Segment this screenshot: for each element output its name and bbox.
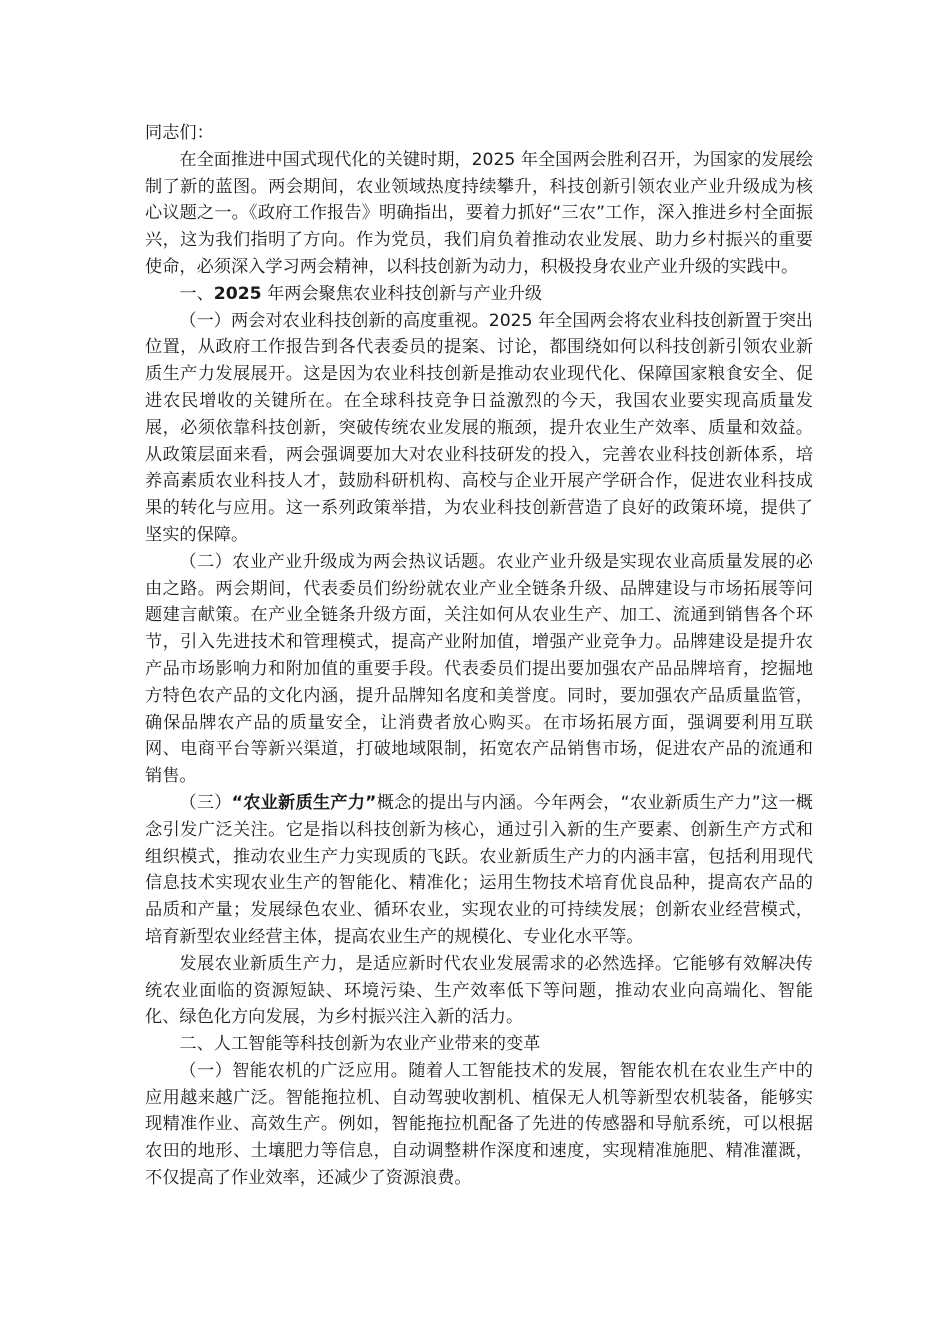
- section1-paragraph-1: （一）两会对农业科技创新的高度重视。2025 年全国两会将农业科技创新置于突出位置，从政府工作报告到各代表委员的提案、讨论，都围绕如何以科技创新引领农业新质生产力发展展开。这是因为农业科技创新是推动农业现代化、保障国家粮食安全、促进农民增收的关键所在。在全球科技竞争日益激烈的今天，我国农业要实现高质量发展，必须依靠科技创新，突破传统农业发展的瓶颈，提升农业生产效率、质量和效益。从政策层面来看，两会强调要加大对农业科技研发的投入，完善农业科技创新体系，培养高素质农业科技人才，鼓励科研机构、高校与企业开展产学研合作，促进农业科技成果的转化与应用。这一系列政策举措，为农业科技创新营造了良好的政策环境，提供了坚实的保障。: [145, 310, 813, 545]
- section1-paragraph-3-term: “农业新质生产力”: [231, 792, 377, 813]
- section1-paragraph-3: [145, 790, 813, 951]
- section-heading-1-year: 2025: [213, 283, 262, 304]
- section2-paragraph-1: （一）智能农机的广泛应用。随着人工智能技术的发展，智能农机在农业生产中的应用越来越广泛。智能拖拉机、自动驾驶收割机、植保无人机等新型农机装备，能够实现精准作业、高效生产。例如，智能拖拉机配备了先进的传感器和导航系统，可以根据农田的地形、土壤肥力等信息，自动调整耕作深度和速度，实现精准施肥、精准灌溉，不仅提高了作业效率，还减少了资源浪费。: [145, 1060, 813, 1189]
- section-heading-2: 二、人工智能等科技创新为农业产业带来的变革: [179, 1034, 541, 1055]
- intro-paragraph: 在全面推进中国式现代化的关键时期，2025 年全国两会胜利召开，为国家的发展绘制了新的蓝图。两会期间，农业领域热度持续攀升，科技创新引领农业产业升级成为核心议题之一。《政府工作报告》明确指出，要着力抓好“三农”工作，深入推进乡村全面振兴，这为我们指明了方向。作为党员，我们肩负着推动农业发展、助力乡村振兴的重要使命，必须深入学习两会精神，以科技创新为动力，积极投身农业产业升级的实践中。: [145, 149, 813, 277]
- section1-paragraph-3-prefix: （三）: [179, 792, 232, 813]
- section1-paragraph-4: 发展农业新质生产力，是适应新时代农业发展需求的必然选择。它能够有效解决传统农业面临的资源短缺、环境污染、生产效率低下等问题，推动农业向高端化、智能化、绿色化方向发展，为乡村振兴注入新的活力。: [145, 953, 813, 1028]
- document-body: [145, 120, 813, 1192]
- section-heading-1-prefix: 一、: [179, 283, 214, 304]
- section1-paragraph-3-text: 概念的提出与内涵。今年两会，“农业新质生产力”这一概念引发广泛关注。它是指以科技创新为核心，通过引入新的生产要素、创新生产方式和组织模式，推动农业生产力实现质的飞跃。农业新质生产力的内涵丰富，包括利用现代信息技术实现农业生产的智能化、精准化；运用生物技术培育优良品种，提高农产品的品质和产量；发展绿色农业、循环农业，实现农业的可持续发展；创新农业经营模式，培育新型农业经营主体，提高农业生产的规模化、专业化水平等。: [145, 792, 813, 947]
- section-heading-1-text: 年两会聚焦农业科技创新与产业升级: [261, 283, 543, 304]
- section1-paragraph-2: （二）农业产业升级成为两会热议话题。农业产业升级是实现农业高质量发展的必由之路。两会期间，代表委员们纷纷就农业产业全链条升级、品牌建设与市场拓展等问题建言献策。在产业全链条升级方面，关注如何从农业生产、加工、流通到销售各个环节，引入先进技术和管理模式，提高产业附加值，增强产业竞争力。品牌建设是提升农产品市场影响力和附加值的重要手段。代表委员们提出要加强农产品品牌培育，挖掘地方特色农产品的文化内涵，提升品牌知名度和美誉度。同时，要加强农产品质量监管，确保品牌农产品的质量安全，让消费者放心购买。在市场拓展方面，强调要利用互联网、电商平台等新兴渠道，打破地域限制，拓宽农产品销售市场，促进农产品的流通和销售。: [145, 551, 813, 787]
- section-heading-1: [145, 281, 813, 308]
- salutation: 同志们：: [145, 123, 214, 143]
